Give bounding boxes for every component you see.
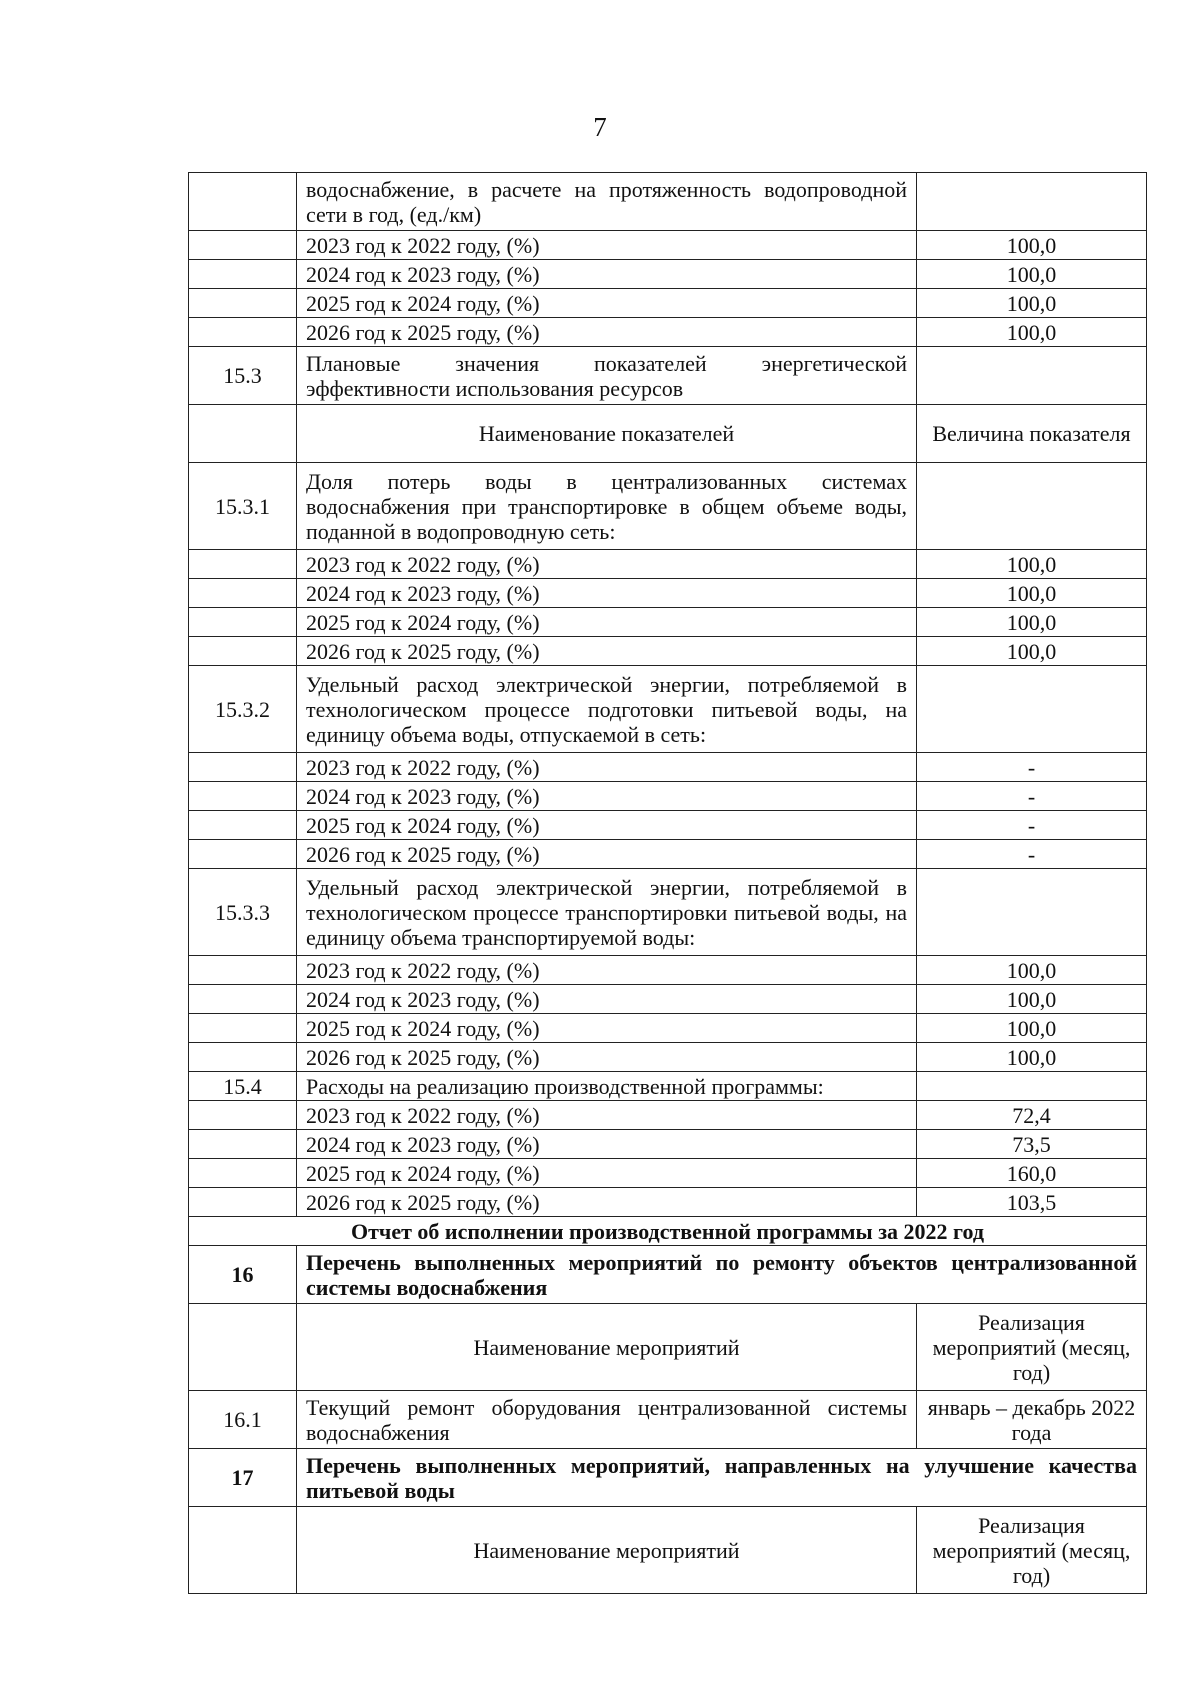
row-number: [189, 608, 297, 637]
indicator-name: 2023 год к 2022 году, (%): [297, 550, 917, 579]
table-row: [189, 840, 1147, 869]
table-row: [189, 1043, 1147, 1072]
indicator-value: 100,0: [917, 608, 1147, 637]
row-number: [189, 550, 297, 579]
indicator-value: 100,0: [917, 318, 1147, 347]
column-header-value: Величина показателя: [917, 405, 1147, 463]
indicator-value: 100,0: [917, 550, 1147, 579]
row-number: [189, 1507, 297, 1594]
indicator-name: 2024 год к 2023 году, (%): [297, 579, 917, 608]
row-number: [189, 956, 297, 985]
row-number: [189, 1159, 297, 1188]
row-number: [189, 405, 297, 463]
table-row: [189, 811, 1147, 840]
indicator-name: 2026 год к 2025 году, (%): [297, 1188, 917, 1217]
table-row: [189, 579, 1147, 608]
table-row: [189, 1217, 1147, 1246]
indicator-name: 2025 год к 2024 году, (%): [297, 1014, 917, 1043]
indicator-name: 2026 год к 2025 году, (%): [297, 637, 917, 666]
item-name: Текущий ремонт оборудования централизованной системы водоснабжения: [297, 1391, 917, 1449]
indicator-name: 2024 год к 2023 году, (%): [297, 260, 917, 289]
table-row: [189, 782, 1147, 811]
table-row: [189, 231, 1147, 260]
row-number: [189, 753, 297, 782]
indicator-value: 100,0: [917, 985, 1147, 1014]
row-number: 17: [189, 1449, 297, 1507]
indicator-value: -: [917, 782, 1147, 811]
indicator-name: 2023 год к 2022 году, (%): [297, 1101, 917, 1130]
table-row: [189, 1159, 1147, 1188]
row-number: [189, 811, 297, 840]
row-number: [189, 260, 297, 289]
indicator-name: 2023 год к 2022 году, (%): [297, 753, 917, 782]
row-number: 15.3.3: [189, 869, 297, 956]
indicator-value: 100,0: [917, 289, 1147, 318]
table-row: [189, 463, 1147, 550]
table-row: [189, 753, 1147, 782]
indicator-name: Расходы на реализацию производственной программы:: [297, 1072, 917, 1101]
indicator-name: Удельный расход электрической энергии, потребляемой в технологическом процессе транспортировки питьевой воды, на единицу объема транспортируемой воды:: [297, 869, 917, 956]
row-number: 15.3.2: [189, 666, 297, 753]
row-number: [189, 1304, 297, 1391]
row-number: [189, 782, 297, 811]
table-row: [189, 1507, 1147, 1594]
indicator-name: Доля потерь воды в централизованных системах водоснабжения при транспортировке в общем объеме воды, поданной в водопроводную сеть:: [297, 463, 917, 550]
indicator-value: [917, 173, 1147, 231]
indicator-value: -: [917, 753, 1147, 782]
indicator-value: [917, 869, 1147, 956]
table-row: [189, 1188, 1147, 1217]
table-row: [189, 985, 1147, 1014]
column-header-name: Наименование мероприятий: [297, 1507, 917, 1594]
row-number: 15.4: [189, 1072, 297, 1101]
indicator-name: 2026 год к 2025 году, (%): [297, 318, 917, 347]
indicator-value: -: [917, 811, 1147, 840]
indicator-value: 100,0: [917, 579, 1147, 608]
table-row: [189, 405, 1147, 463]
column-header-value: Реализация мероприятий (месяц, год): [917, 1507, 1147, 1594]
table-row: [189, 1449, 1147, 1507]
row-number: 15.3.1: [189, 463, 297, 550]
indicator-name: 2026 год к 2025 году, (%): [297, 1043, 917, 1072]
indicator-name: 2024 год к 2023 году, (%): [297, 1130, 917, 1159]
indicator-value: 103,5: [917, 1188, 1147, 1217]
row-number: [189, 1014, 297, 1043]
row-number: [189, 1188, 297, 1217]
table-row: [189, 1101, 1147, 1130]
indicators-table: [188, 172, 1147, 1594]
indicator-value: [917, 463, 1147, 550]
indicator-value: [917, 1072, 1147, 1101]
indicator-value: [917, 347, 1147, 405]
column-header-name: Наименование показателей: [297, 405, 917, 463]
row-number: 15.3: [189, 347, 297, 405]
row-number: [189, 289, 297, 318]
indicator-value: 100,0: [917, 956, 1147, 985]
table-row: [189, 666, 1147, 753]
indicator-value: 100,0: [917, 260, 1147, 289]
row-number: [189, 1130, 297, 1159]
table-row: [189, 1072, 1147, 1101]
table-row: [189, 1130, 1147, 1159]
table-row: [189, 318, 1147, 347]
row-number: [189, 231, 297, 260]
indicator-value: 160,0: [917, 1159, 1147, 1188]
column-header-name: Наименование мероприятий: [297, 1304, 917, 1391]
page-number: 7: [593, 112, 607, 142]
row-number: [189, 173, 297, 231]
row-number: [189, 579, 297, 608]
row-number: [189, 840, 297, 869]
indicator-value: 100,0: [917, 231, 1147, 260]
table-row: [189, 260, 1147, 289]
column-header-value: Реализация мероприятий (месяц, год): [917, 1304, 1147, 1391]
table-row: [189, 1014, 1147, 1043]
row-number: [189, 1043, 297, 1072]
indicator-value: [917, 666, 1147, 753]
table-row: [189, 869, 1147, 956]
indicator-name: Плановые значения показателей энергетической эффективности использования ресурсов: [297, 347, 917, 405]
row-number: 16.1: [189, 1391, 297, 1449]
table-row: [189, 956, 1147, 985]
table-row: [189, 289, 1147, 318]
section-title: Перечень выполненных мероприятий по ремонту объектов централизованной системы водоснабжения: [297, 1246, 1147, 1304]
table-row: [189, 1391, 1147, 1449]
indicator-name: 2025 год к 2024 году, (%): [297, 608, 917, 637]
report-title: Отчет об исполнении производственной программы за 2022 год: [189, 1217, 1147, 1246]
table-row: [189, 637, 1147, 666]
table-row: [189, 550, 1147, 579]
indicator-name: 2024 год к 2023 году, (%): [297, 985, 917, 1014]
indicator-name: 2023 год к 2022 году, (%): [297, 231, 917, 260]
indicator-value: 100,0: [917, 1043, 1147, 1072]
row-number: [189, 318, 297, 347]
row-number: [189, 985, 297, 1014]
indicator-value: 72,4: [917, 1101, 1147, 1130]
table-row: [189, 608, 1147, 637]
indicator-name: 2025 год к 2024 году, (%): [297, 289, 917, 318]
indicator-name: 2025 год к 2024 году, (%): [297, 811, 917, 840]
indicator-name: водоснабжение, в расчете на протяженность водопроводной сети в год, (ед./км): [297, 173, 917, 231]
item-value: январь – декабрь 2022 года: [917, 1391, 1147, 1449]
row-number: [189, 637, 297, 666]
indicator-value: 73,5: [917, 1130, 1147, 1159]
table-row: [189, 1304, 1147, 1391]
indicator-value: 100,0: [917, 1014, 1147, 1043]
indicator-name: 2023 год к 2022 году, (%): [297, 956, 917, 985]
indicator-name: Удельный расход электрической энергии, потребляемой в технологическом процессе подготовки питьевой воды, на единицу объема воды, отпускаемой в сеть:: [297, 666, 917, 753]
table-row: [189, 347, 1147, 405]
indicator-value: -: [917, 840, 1147, 869]
row-number: 16: [189, 1246, 297, 1304]
table-row: [189, 1246, 1147, 1304]
indicator-value: 100,0: [917, 637, 1147, 666]
indicator-name: 2024 год к 2023 году, (%): [297, 782, 917, 811]
section-title: Перечень выполненных мероприятий, направленных на улучшение качества питьевой воды: [297, 1449, 1147, 1507]
indicator-name: 2025 год к 2024 году, (%): [297, 1159, 917, 1188]
row-number: [189, 1101, 297, 1130]
table-row: [189, 173, 1147, 231]
indicator-name: 2026 год к 2025 году, (%): [297, 840, 917, 869]
